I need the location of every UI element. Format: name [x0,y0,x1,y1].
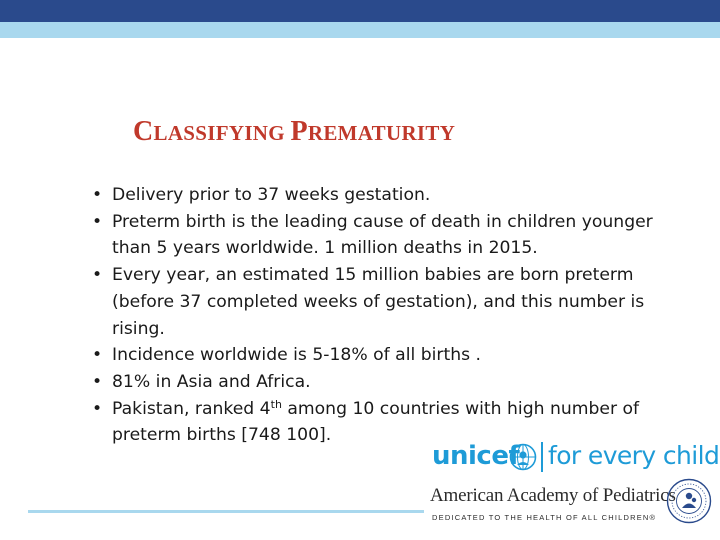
unicef-divider [541,442,543,472]
title-word-classifying-rest: LASSIFYING [153,121,285,145]
slide-title [133,116,593,148]
bullet-item: • Delivery prior to 37 weeks gestation. [92,182,692,209]
bullet-item: • Preterm birth is the leading cause of death in children younger than 5 years worldwide. 1 million deaths in 2015. [92,209,692,262]
top-banner-light [0,22,720,38]
bullet-text-end: among 10 countries with high number of preterm births [748 100]. [112,398,640,446]
bullet-item: • Incidence worldwide is 5-18% of all births . [92,342,692,369]
bottom-divider [28,510,424,513]
top-banner-dark [0,0,720,22]
unicef-globe-icon [509,443,537,471]
bullet-text-start: Pakistan, ranked 4 [112,398,271,419]
title-initial-c: C [133,116,154,147]
unicef-logo [432,440,720,474]
title-initial-p: P [290,116,308,147]
bullet-item: • Every year, an estimated 15 million babies are born preterm (before 37 completed weeks of gestation), and this number is rising. [92,262,692,342]
ordinal-suffix: th [270,397,282,411]
bullet-list [92,182,692,449]
aap-tagline: DEDICATED TO THE HEALTH OF ALL CHILDREN® [432,513,657,522]
bullet-item: • 81% in Asia and Africa. [92,369,692,396]
unicef-tagline: for every child [548,441,720,470]
aap-seal-icon [666,478,712,524]
aap-name: American Academy of Pediatrics [430,485,676,506]
title-word-prematurity-rest: REMATURITY [307,121,456,145]
unicef-wordmark: unicef [432,441,520,471]
